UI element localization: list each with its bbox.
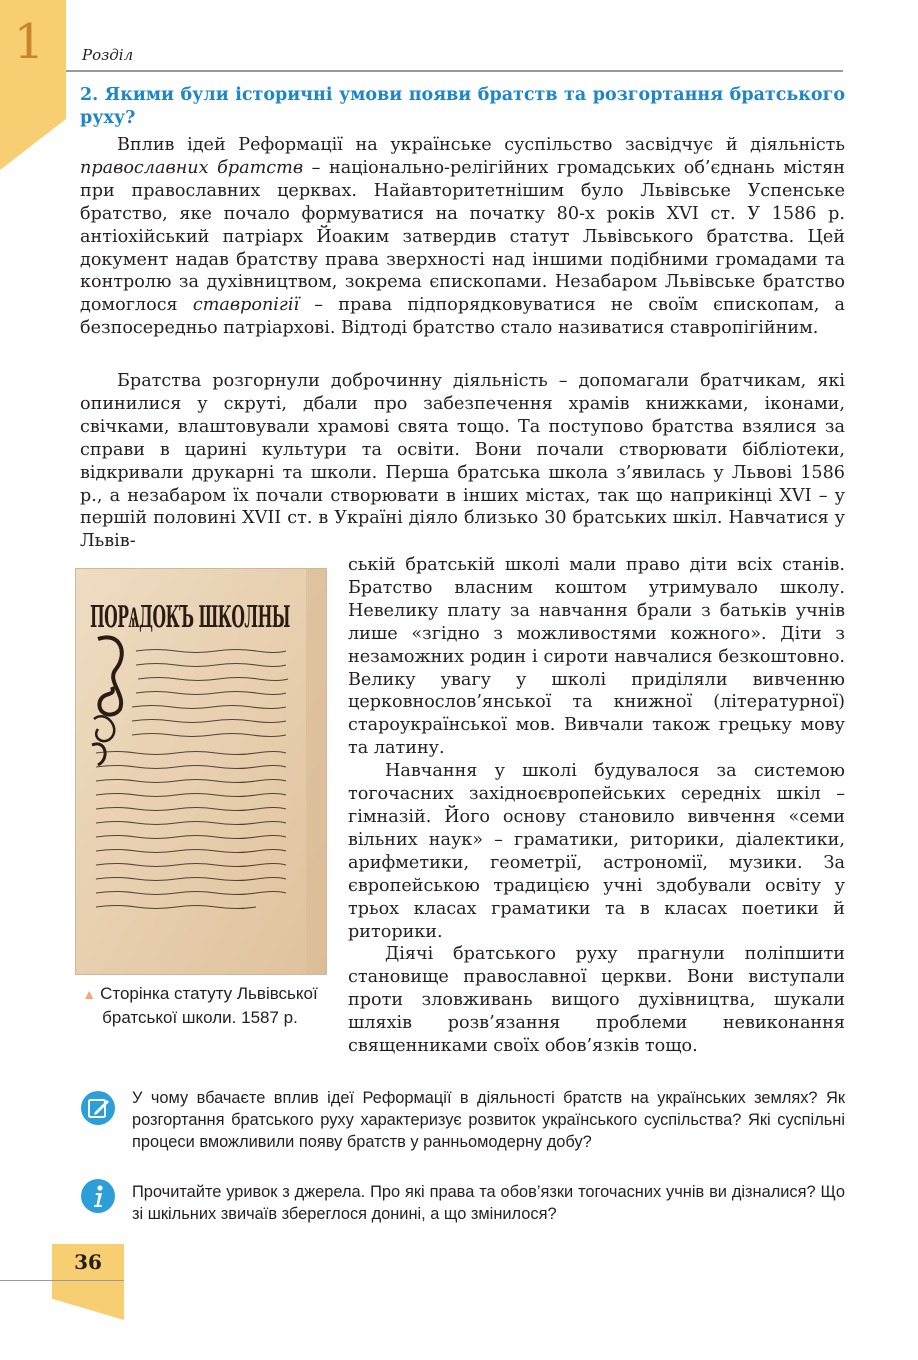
term-stauropegion: ставропігії [192, 295, 300, 316]
section-label: Розділ [82, 46, 134, 64]
paragraph-1-text-a: Вплив ідей Реформації на українське суспільство засвідчує й діяльність [117, 135, 845, 155]
figure-caption [75, 982, 325, 1030]
page-number: 36 [74, 1250, 102, 1274]
paragraph-2-continued: ській братській школі мали право діти всіх станів. Братство власним коштом утримувало школу. Невелику плату за навчання брали з батьків учнів лише «згідно з можливостями кожного». Діти з незаможних родин і сироти навчалися безкоштовно. Велику увагу у школі приділяли вивченню церковнослов’янської та книжної (літературної) староукраїнської мов. Вивчали також грецьку мову та латину. [348, 555, 845, 759]
manuscript-image [75, 568, 327, 975]
paragraph-1-text-b: – національно-релігійних громадських об’єднань містян при православних церквах. Найавторитетнішим було Львівське Успенське братство, яке почало формуватися на початку 80-х років XVI ст. У 1586 р. антіохійський патріарх Йоаким затвердив статут Львівського братства. Цей документ надав братству права зверхності над іншими подібними громадами та контролю за духівництвом, зокрема єпископами. Незабаром Львівське братство домоглося [80, 157, 846, 316]
info-icon [80, 1178, 116, 1214]
section-heading: 2. Якими були історичні умови появи братств та розгортання братського руху? [80, 85, 845, 128]
text-column [348, 554, 845, 1058]
figure-caption-text: Сторінка статуту Львівської братської школи. 1587 р. [100, 984, 318, 1027]
manuscript-page-illustration [76, 569, 326, 974]
paragraph-2-top: Братства розгорнули доброчинну діяльність – допомагали братчикам, які опинилися у скруті, дбали про забезпечення храмів книжками, іконами, свічками, влаштовували храмові свята тощо. Та поступово братства взялися за справи в царині культури та освіти. Вони почали створювати бібліотеки, відкривали друкарні та школи. Перша братська школа з’явилась у Львові 1586 р., а незабаром їх почали створювати в інших містах, так що наприкінці XVI – у першій половині XVII ст. в Україні діяло близько 30 братських шкіл. Навчатися у Львів- [80, 371, 845, 552]
paragraph-3: Навчання у школі будувалося за системою тогочасних західноєвропейських середніх шкіл – гімназій. Його основу становило вивчення «семи вільних наук» – граматики, риторики, діалектики, арифметики, геометрії, астрономії, музики. За європейською традицією учні здобували освіту у трьох класах граматики та в класах поетики й риторики. [348, 761, 845, 942]
paragraph-2 [80, 370, 845, 553]
paragraph-1 [80, 134, 845, 340]
question-1: У чому вбачаєте вплив ідеї Реформації в діяльності братств на українських землях? Як розгортання братського руху характеризує розвиток українського суспільства? Які суспільні процеси вможливили появу братств у ранньомодерну добу? [132, 1089, 845, 1151]
paragraph-4: Діячі братського руху прагнули поліпшити становище православної церкви. Вони виступали проти зловживань вищого духівництва, шукали шляхів розв’язання проблеми невиконання священниками своїх обов’язків тощо. [348, 944, 845, 1057]
term-brotherhoods: православних братств [80, 157, 304, 178]
manuscript-title-lettering: ПОРѦДОКЪ ШКОЛНЫ [90, 600, 290, 635]
caption-triangle-icon: ▲ [82, 986, 97, 1002]
paragraph-1-text-c: – права підпорядковуватися не своїм єпископам, а безпосередньо патріархові. Відтоді братство стало називатися ставропігійним. [80, 295, 845, 339]
chapter-number: 1 [13, 14, 45, 70]
pencil-icon [80, 1090, 116, 1126]
question-2: Прочитайте уривок з джерела. Про які права та обов’язки тогочасних учнів ви дізналися? Що зі шкільних звичаїв збереглося донині, а що змінилося? [132, 1183, 845, 1223]
footer-rule [0, 1280, 124, 1281]
header-rule [66, 70, 843, 72]
